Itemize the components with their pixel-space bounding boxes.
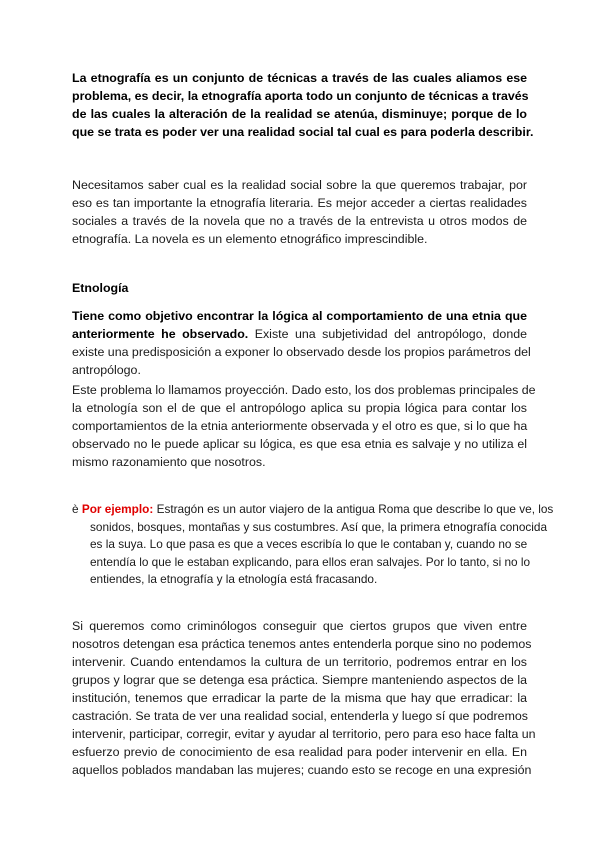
text-line: grupos y lograr que se detenga esa práctica. Siempre manteniendo aspectos de la xyxy=(72,673,527,687)
text-line: Necesitamos saber cual es la realidad social sobre la que queremos trabajar, por xyxy=(72,178,527,192)
example-bullet xyxy=(72,501,554,589)
text-run: Existe una subjetividad del antropólogo, donde xyxy=(248,327,527,341)
text-line: institución, tenemos que erradicar la parte de la misma que hay que erradicar: la xyxy=(72,691,527,705)
text-line: Este problema lo llamamos proyección. Dado esto, los dos problemas principales de xyxy=(72,383,536,397)
text-line: sonidos, bosques, montañas y sus costumbres. Así que, la primera etnografía conocida xyxy=(90,519,548,534)
text-line: Tiene como objetivo encontrar la lógica al comportamiento de una etnia que xyxy=(72,309,527,323)
text-line: existe una predisposición a exponer lo observado desde los propios parámetros del xyxy=(72,345,531,359)
text-line: La etnografía es un conjunto de técnicas a través de las cuales aliamos ese xyxy=(72,71,527,85)
text-line: observado no le puede aplicar su lógica, es que esa etnia es salvaje y no utiliza el xyxy=(72,437,527,451)
text-line: castración. Se trata de ver una realidad social, entenderla y luego sí que podremos xyxy=(72,709,528,723)
text-line: intervenir, participar, corregir, evitar y ayudar al territorio, pero para eso hace falta un xyxy=(72,727,536,741)
text-line: la etnología son el de que el antropólogo aplica su propia lógica para contar los xyxy=(72,401,527,415)
text-line: entendía lo que le estaban explicando, para ellos eran salvajes. Por lo tanto, si no lo xyxy=(90,554,531,569)
heading-text: Etnología xyxy=(72,281,129,295)
section-heading xyxy=(72,279,527,297)
text-line: es la suya. Lo que pasa es que a veces escribía lo que le contaban y, cuando no se xyxy=(90,537,528,551)
text-line: mismo razonamiento que nosotros. xyxy=(72,455,266,469)
text-line: etnografía. La novela es un elemento etnográfico imprescindible. xyxy=(72,232,428,246)
text-line: que se trata es poder ver una realidad social tal cual es para poderla describir. xyxy=(72,125,534,139)
bold-phrase: anteriormente he observado. xyxy=(72,327,249,341)
text-line: antropólogo. xyxy=(72,363,141,377)
example-label: Por ejemplo: xyxy=(81,502,154,516)
arrow-bullet-icon: è xyxy=(72,502,79,516)
text-line: entiendes, la etnografía y la etnología está fracasando. xyxy=(90,572,378,586)
text-line: intervenir. Cuando entendamos la cultura de un territorio, podremos entrar en los xyxy=(72,655,527,669)
paragraph-proyeccion xyxy=(72,381,536,471)
paragraph-etnologia-definition xyxy=(72,307,531,379)
text-line: Si queremos como criminólogos conseguir que ciertos grupos que viven entre xyxy=(72,619,527,633)
text-line: sociales a través de la novela que no a través de la entrevista u otros modos de xyxy=(72,214,527,228)
text-run: Estragón es un autor viajero de la antigua Roma que describe lo que ve, los xyxy=(153,502,554,516)
text-line: de las cuales la alteración de la realidad se atenúa, disminuye; porque de lo xyxy=(72,107,527,121)
text-line: nosotros detengan esa práctica tenemos antes entenderla porque sino no podemos xyxy=(72,637,532,651)
text-line: aquellos poblados mandaban las mujeres; cuando esto se recoge en una expresión xyxy=(72,763,532,777)
text-line: problema, es decir, la etnografía aporta todo un conjunto de técnicas a través xyxy=(72,89,529,103)
text-line xyxy=(72,501,554,519)
paragraph-criminologos xyxy=(72,617,536,779)
text-line: esfuerzo previo de conocimiento de esa realidad para poder intervenir en ella. En xyxy=(72,745,527,759)
paragraph-literary-ethnography xyxy=(72,176,527,248)
text-line: eso es tan importante la etnografía literaria. Es mejor acceder a ciertas realidades xyxy=(72,196,527,210)
intro-bold-paragraph xyxy=(72,69,534,141)
text-line xyxy=(72,325,527,343)
text-line: comportamientos de la etnia anteriormente observada y el otro es que, si lo que ha xyxy=(72,419,528,433)
